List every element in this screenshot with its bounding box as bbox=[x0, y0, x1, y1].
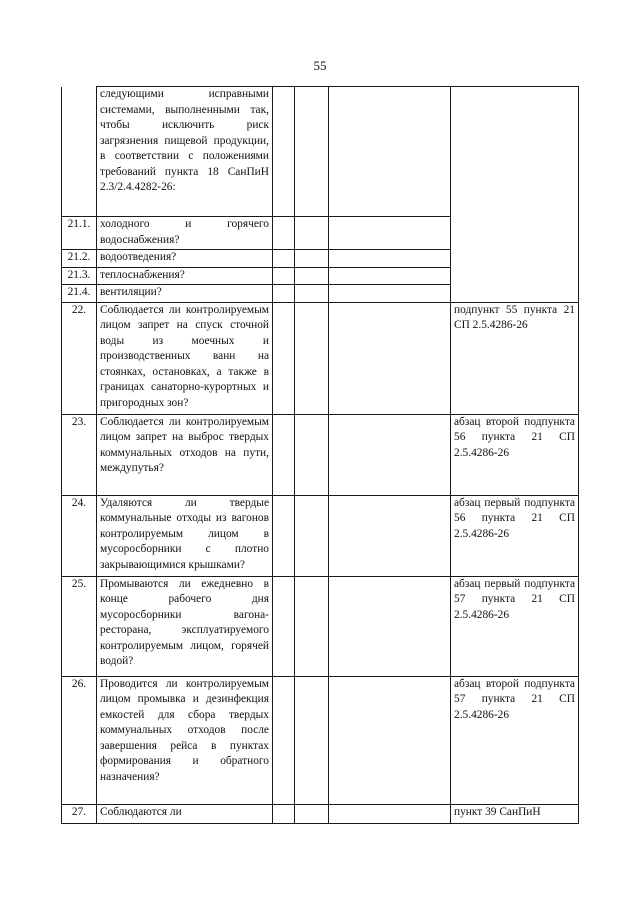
row-question: водоотведения? bbox=[97, 250, 273, 268]
answer-cell-no[interactable] bbox=[295, 217, 329, 250]
row-number: 26. bbox=[62, 676, 97, 804]
row-question: Промываются ли ежедневно в конце рабочего дня мусоросборники вагона-ресторана, эксплуатируемого контролируемым лицом, горячей водой? bbox=[97, 576, 273, 676]
answer-cell-yes[interactable] bbox=[273, 576, 295, 676]
answer-cell-na[interactable] bbox=[329, 676, 451, 804]
table-row bbox=[62, 87, 579, 217]
answer-cell-no[interactable] bbox=[295, 576, 329, 676]
row-number: 21.1. bbox=[62, 217, 97, 250]
answer-cell-yes[interactable] bbox=[273, 217, 295, 250]
answer-cell-na[interactable] bbox=[329, 495, 451, 576]
row-number: 21.2. bbox=[62, 250, 97, 268]
row-reference: пункт 39 СанПиН bbox=[451, 804, 579, 823]
answer-cell-no[interactable] bbox=[295, 495, 329, 576]
row-question: теплоснабжения? bbox=[97, 267, 273, 285]
row-question: Соблюдаются ли bbox=[97, 804, 273, 823]
answer-cell-na[interactable] bbox=[329, 414, 451, 495]
row-reference: абзац второй подпункта 56 пункта 21 СП 2.5.4286-26 bbox=[451, 414, 579, 495]
answer-cell-yes[interactable] bbox=[273, 285, 295, 303]
answer-cell-no[interactable] bbox=[295, 87, 329, 217]
answer-cell-na[interactable] bbox=[329, 302, 451, 414]
answer-cell-na[interactable] bbox=[329, 267, 451, 285]
answer-cell-na[interactable] bbox=[329, 285, 451, 303]
row-question: Проводится ли контролируемым лицом промывка и дезинфекция емкостей для сбора твердых коммунальных отходов после завершения рейса в пунктах формирования и обратного назначения? bbox=[97, 676, 273, 804]
answer-cell-no[interactable] bbox=[295, 285, 329, 303]
answer-cell-yes[interactable] bbox=[273, 414, 295, 495]
row-number bbox=[62, 87, 97, 217]
answer-cell-yes[interactable] bbox=[273, 87, 295, 217]
row-question: следующими исправными системами, выполненными так, чтобы исключить риск загрязнения пищевой продукции, в соответствии с положениями требований пункта 18 СанПиН 2.3/2.4.4282-26: bbox=[97, 87, 273, 217]
answer-cell-no[interactable] bbox=[295, 267, 329, 285]
checklist-table bbox=[61, 86, 579, 824]
row-number: 22. bbox=[62, 302, 97, 414]
answer-cell-no[interactable] bbox=[295, 414, 329, 495]
table-row bbox=[62, 576, 579, 676]
answer-cell-na[interactable] bbox=[329, 87, 451, 217]
answer-cell-yes[interactable] bbox=[273, 676, 295, 804]
answer-cell-no[interactable] bbox=[295, 676, 329, 804]
table-row bbox=[62, 804, 579, 823]
page-number: 55 bbox=[313, 58, 327, 73]
table-row bbox=[62, 676, 579, 804]
answer-cell-na[interactable] bbox=[329, 250, 451, 268]
table-row bbox=[62, 302, 579, 414]
table-row bbox=[62, 495, 579, 576]
answer-cell-na[interactable] bbox=[329, 576, 451, 676]
answer-cell-no[interactable] bbox=[295, 804, 329, 823]
row-reference: абзац первый подпункта 56 пункта 21 СП 2.5.4286-26 bbox=[451, 495, 579, 576]
row-number: 25. bbox=[62, 576, 97, 676]
answer-cell-yes[interactable] bbox=[273, 302, 295, 414]
row-reference: подпункт 55 пункта 21 СП 2.5.4286-26 bbox=[451, 302, 579, 414]
answer-cell-na[interactable] bbox=[329, 217, 451, 250]
answer-cell-yes[interactable] bbox=[273, 267, 295, 285]
row-number: 21.4. bbox=[62, 285, 97, 303]
answer-cell-no[interactable] bbox=[295, 250, 329, 268]
row-reference: абзац второй подпункта 57 пункта 21 СП 2.5.4286-26 bbox=[451, 676, 579, 804]
table-row bbox=[62, 414, 579, 495]
row-question: Соблюдается ли контролируемым лицом запрет на спуск сточной воды из моечных и производственных ванн на стоянках, остановках, а также в границах санаторно-курортных и пригородных зон? bbox=[97, 302, 273, 414]
row-number: 27. bbox=[62, 804, 97, 823]
answer-cell-yes[interactable] bbox=[273, 804, 295, 823]
answer-cell-na[interactable] bbox=[329, 804, 451, 823]
row-reference: абзац первый подпункта 57 пункта 21 СП 2.5.4286-26 bbox=[451, 576, 579, 676]
row-question: вентиляции? bbox=[97, 285, 273, 303]
answer-cell-no[interactable] bbox=[295, 302, 329, 414]
row-number: 23. bbox=[62, 414, 97, 495]
row-question: холодного и горячего водоснабжения? bbox=[97, 217, 273, 250]
answer-cell-yes[interactable] bbox=[273, 495, 295, 576]
answer-cell-yes[interactable] bbox=[273, 250, 295, 268]
row-question: Удаляются ли твердые коммунальные отходы из вагонов контролируемым лицом в мусоросборники с плотно закрывающимися крышками? bbox=[97, 495, 273, 576]
row-reference bbox=[451, 87, 579, 303]
row-question: Соблюдается ли контролируемым лицом запрет на выброс твердых коммунальных отходов на пути, междупутья? bbox=[97, 414, 273, 495]
row-number: 24. bbox=[62, 495, 97, 576]
row-number: 21.3. bbox=[62, 267, 97, 285]
